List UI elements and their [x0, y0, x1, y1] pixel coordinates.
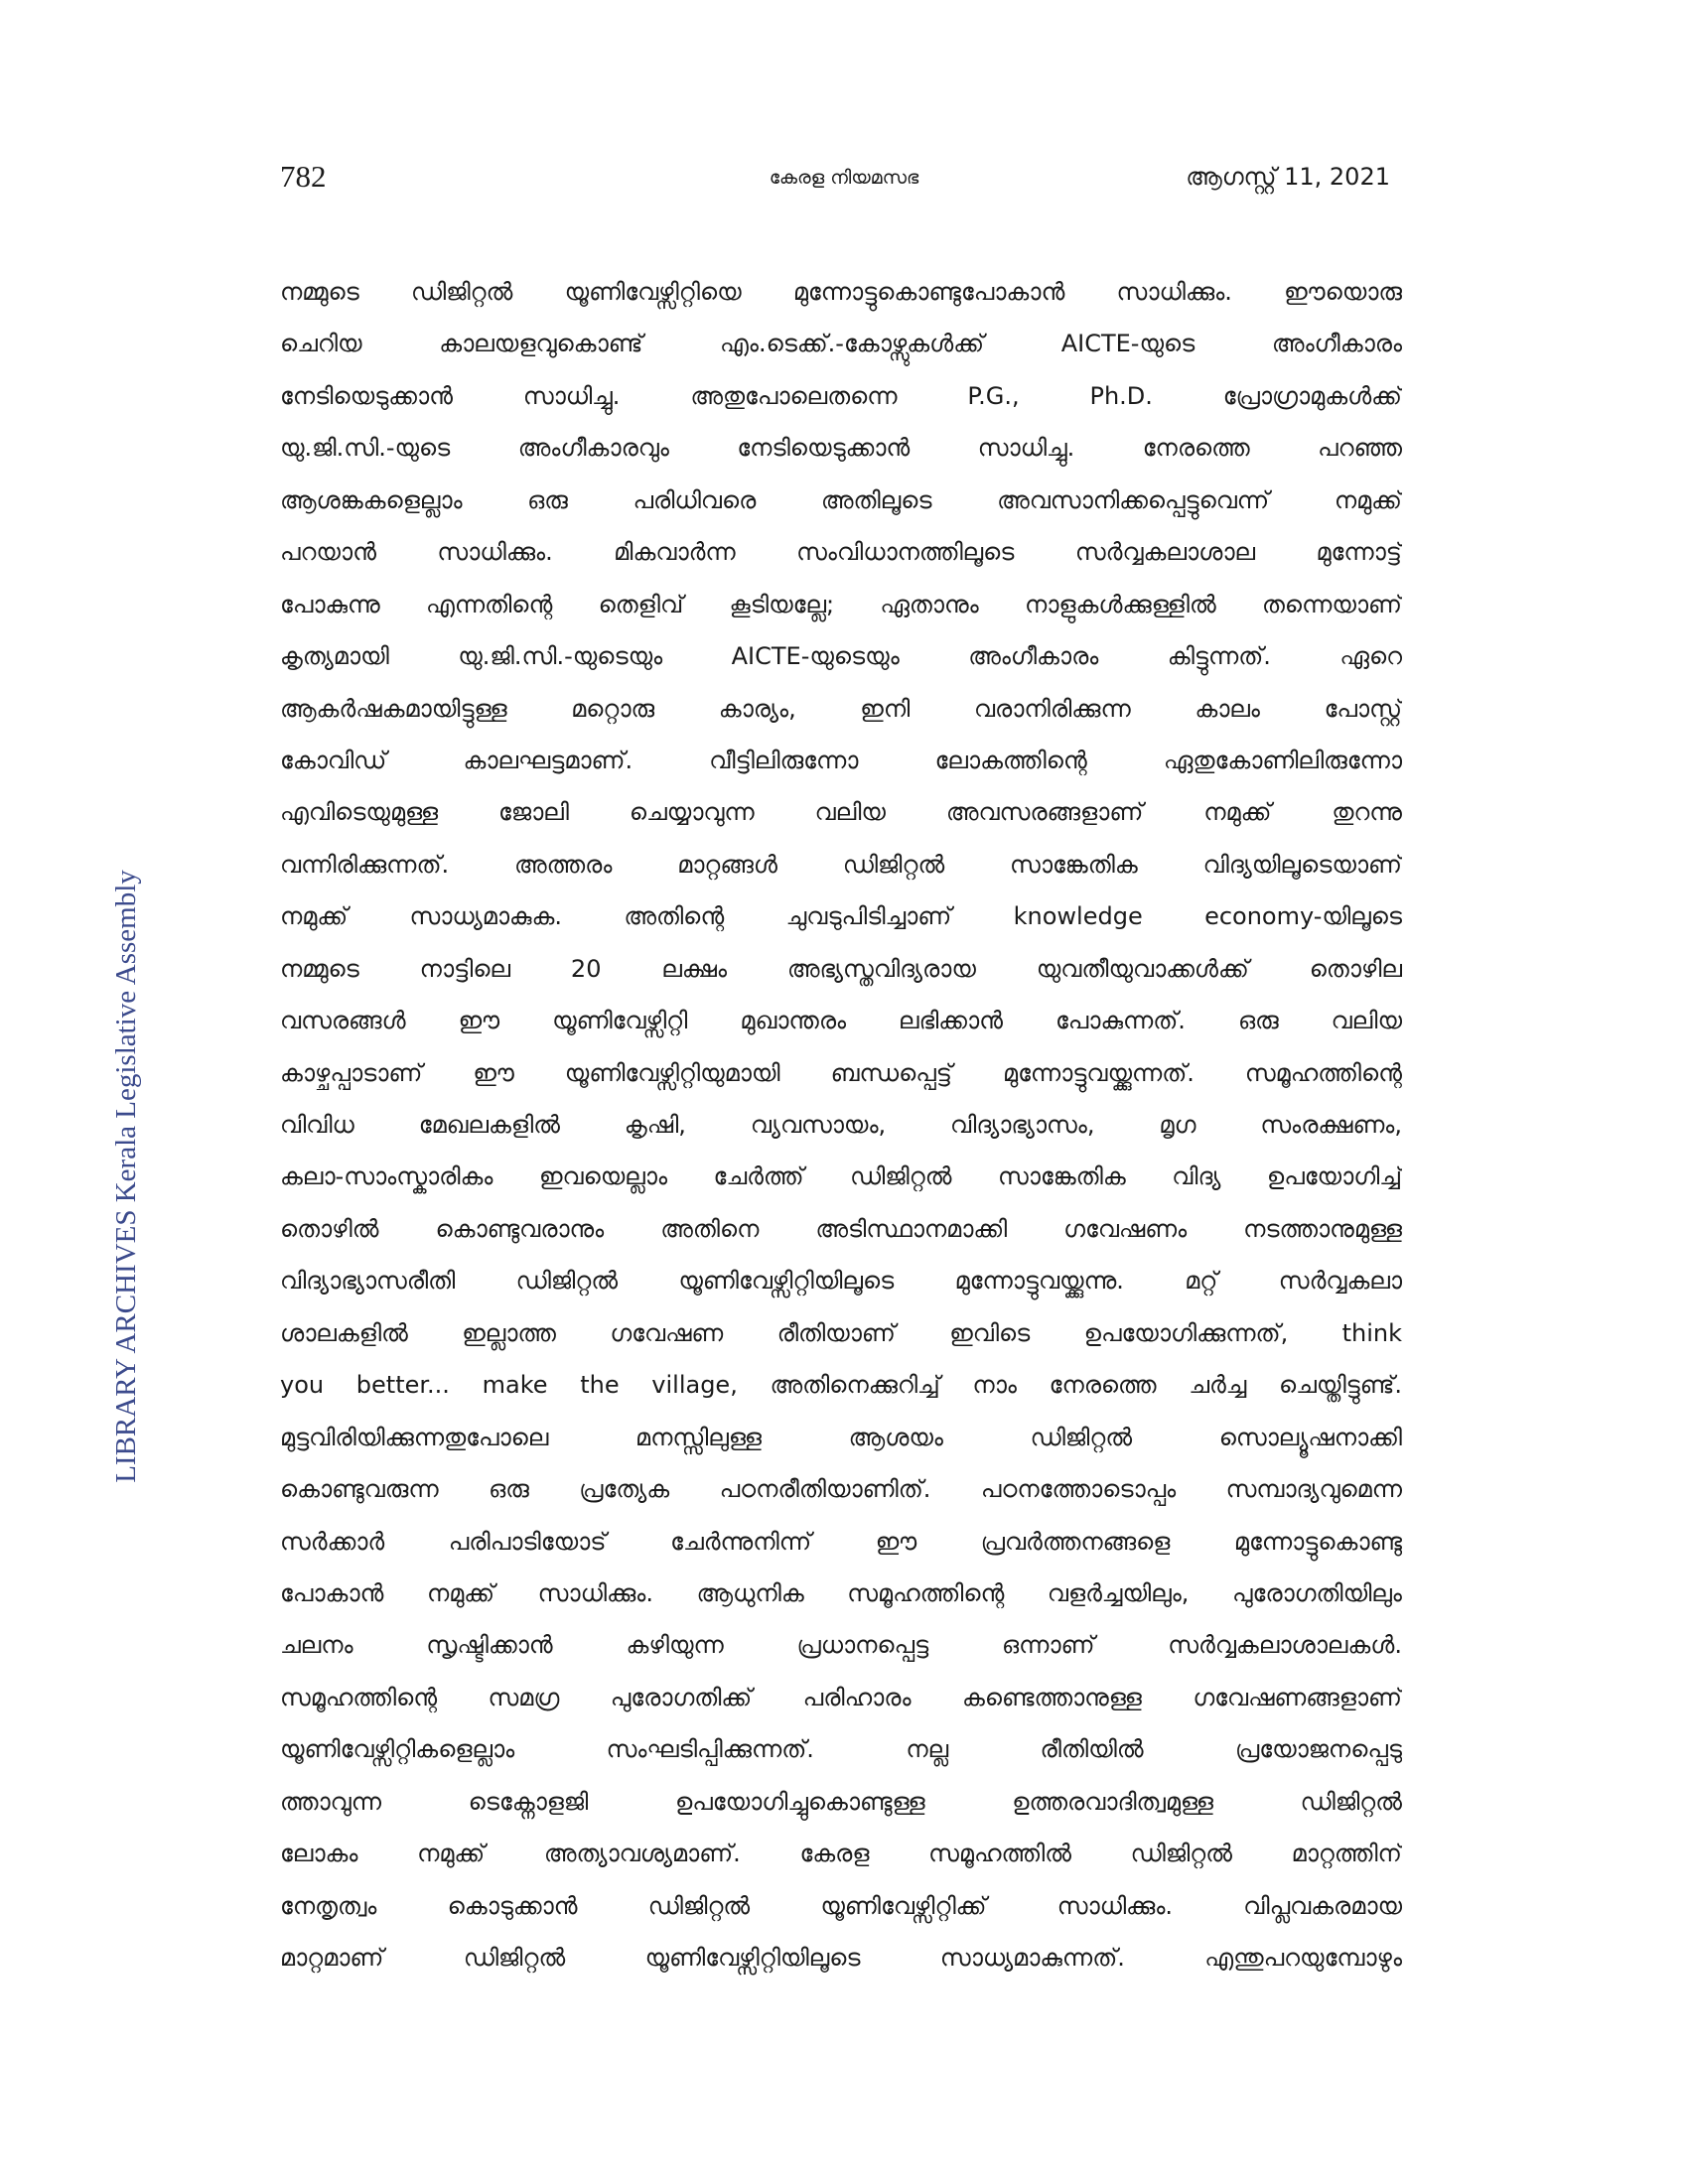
header-date: ആഗസ്റ്റ് 11, 2021 [1186, 163, 1390, 191]
text-line: സർക്കാർ പരിപാടിയോട് ചേർന്നുനിന്ന് ഈ പ്രവർത്തനങ്ങളെ മുന്നോട്ടുകൊണ്ടു [280, 1527, 1402, 1556]
text-line: വിദ്യാഭ്യാസരീതി ഡിജിറ്റൽ യൂണിവേഴ്സിറ്റിയിലൂടെ മുന്നോട്ടുവയ്ക്കുന്നു. മറ്റ് സർവ്വകലാ [280, 1267, 1402, 1296]
text-line: ശാലകളിൽ ഇല്ലാത്ത ഗവേഷണ രീതിയാണ് ഇവിടെ ഉപയോഗിക്കുന്നത്, think [280, 1318, 1402, 1347]
text-line: വിവിധ മേഖലകളിൽ കൃഷി, വ്യവസായം, വിദ്യാഭ്യാസം, മൃഗ സംരക്ഷണം, [280, 1111, 1402, 1139]
text-line: ത്താവുന്ന ടെക്നോളജി ഉപയോഗിച്ചുകൊണ്ടുള്ള ഉത്തരവാദിത്വമുള്ള ഡിജിറ്റൽ [280, 1787, 1402, 1816]
text-line: വസരങ്ങൾ ഈ യൂണിവേഴ്സിറ്റി മുഖാന്തരം ലഭിക്കാൻ പോകുന്നത്. ഒരു വലിയ [280, 1007, 1402, 1035]
text-line: നേടിയെടുക്കാൻ സാധിച്ചു. അതുപോലെതന്നെ P.G., Ph.D. പ്രോഗ്രാമുകൾക്ക് [280, 381, 1402, 410]
text-line: നമുക്ക് സാധ്യമാകുക. അതിന്റെ ചുവടുപിടിച്ചാണ് knowledge economy-യിലൂടെ [280, 902, 1402, 931]
text-line: യൂണിവേഴ്സിറ്റികളെല്ലാം സംഘടിപ്പിക്കുന്നത്. നല്ല രീതിയിൽ പ്രയോജനപ്പെടു [280, 1735, 1402, 1764]
text-line: വന്നിരിക്കുന്നത്. അത്തരം മാറ്റങ്ങൾ ഡിജിറ്റൽ സാങ്കേതിക വിദ്യയിലൂടെയാണ് [280, 850, 1402, 879]
text-line: നമ്മുടെ നാട്ടിലെ 20 ലക്ഷം അഭ്യസ്തവിദ്യരായ യുവതീയുവാക്കൾക്ക് തൊഴില [280, 954, 1402, 983]
text-line: കൃത്യമായി യു.ജി.സി.-യുടെയും AICTE-യുടെയും അംഗീകാരം കിട്ടുന്നത്. ഏറെ [280, 642, 1402, 671]
text-line: പോകുന്നു എന്നതിന്റെ തെളിവ് കൂടിയല്ലേ; ഏതാനും നാളുകൾക്കുള്ളിൽ തന്നെയാണ് [280, 590, 1402, 618]
text-line: എവിടെയുമുള്ള ജോലി ചെയ്യാവുന്ന വലിയ അവസരങ്ങളാണ് നമുക്ക് തുറന്നു [280, 798, 1402, 827]
text-line: you better... make the village, അതിനെക്കുറിച്ച് നാം നേരത്തെ ചർച്ച ചെയ്തിട്ടുണ്ട്. [280, 1371, 1402, 1400]
text-line: മാറ്റമാണ് ഡിജിറ്റൽ യൂണിവേഴ്സിറ്റിയിലൂടെ സാധ്യമാകുന്നത്. എന്തുപറയുമ്പോഴും [280, 1944, 1402, 1972]
text-line: കൊണ്ടുവരുന്ന ഒരു പ്രത്യേക പഠനരീതിയാണിത്. പഠനത്തോടൊപ്പം സമ്പാദ്യവുമെന്ന [280, 1475, 1402, 1504]
text-line: ആകർഷകമായിട്ടുള്ള മറ്റൊരു കാര്യം, ഇനി വരാനിരിക്കുന്ന കാലം പോസ്റ്റ് [280, 694, 1402, 723]
text-line: നമ്മുടെ ഡിജിറ്റൽ യൂണിവേഴ്സിറ്റിയെ മുന്നോട്ടുകൊണ്ടുപോകാൻ സാധിക്കും. ഈയൊരു [280, 278, 1402, 306]
text-line: മുട്ടവിരിയിക്കുന്നതുപോലെ മനസ്സിലുള്ള ആശയം ഡിജിറ്റൽ സൊല്യൂഷനാക്കി [280, 1423, 1402, 1451]
text-line: ചെറിയ കാലയളവുകൊണ്ട് എം.ടെക്ക്.-കോഴ്സുകൾക്ക് AICTE-യുടെ അംഗീകാരം [280, 330, 1402, 358]
page-title: കേരള നിയമസഭ [769, 167, 919, 189]
text-line: തൊഴിൽ കൊണ്ടുവരാനും അതിനെ അടിസ്ഥാനമാക്കി ഗവേഷണം നടത്താനുമുള്ള [280, 1214, 1402, 1243]
text-line: നേതൃത്വം കൊടുക്കാൻ ഡിജിറ്റൽ യൂണിവേഴ്സിറ്റിക്ക് സാധിക്കും. വിപ്ലവകരമായ [280, 1891, 1402, 1920]
text-line: കാഴ്ചപ്പാടാണ് ഈ യൂണിവേഴ്സിറ്റിയുമായി ബന്ധപ്പെട്ട് മുന്നോട്ടുവയ്ക്കുന്നത്. സമൂഹത്തിന്റെ [280, 1058, 1402, 1087]
archive-watermark: LIBRARY ARCHIVES Kerala Legislative Assembly [110, 870, 142, 1483]
text-line: യു.ജി.സി.-യുടെ അംഗീകാരവും നേടിയെടുക്കാൻ സാധിച്ചു. നേരത്തെ പറഞ്ഞ [280, 434, 1402, 463]
text-line: പോകാൻ നമുക്ക് സാധിക്കും. ആധുനിക സമൂഹത്തിന്റെ വളർച്ചയിലും, പുരോഗതിയിലും [280, 1578, 1402, 1607]
text-line: പറയാൻ സാധിക്കും. മികവാർന്ന സംവിധാനത്തിലൂടെ സർവ്വകലാശാല മുന്നോട്ട് [280, 538, 1402, 567]
text-line: ലോകം നമുക്ക് അത്യാവശ്യമാണ്. കേരള സമൂഹത്തിൽ ഡിജിറ്റൽ മാറ്റത്തിന് [280, 1840, 1402, 1868]
text-line: ചലനം സൃഷ്ടിക്കാൻ കഴിയുന്ന പ്രധാനപ്പെട്ട ഒന്നാണ് സർവ്വകലാശാലകൾ. [280, 1631, 1402, 1660]
page-number: 782 [280, 159, 327, 194]
text-line: കോവിഡ് കാലഘട്ടമാണ്. വീട്ടിലിരുന്നോ ലോകത്തിന്റെ ഏതുകോണിലിരുന്നോ [280, 746, 1402, 774]
text-line: സമൂഹത്തിന്റെ സമഗ്ര പുരോഗതിക്ക് പരിഹാരം കണ്ടെത്താനുള്ള ഗവേഷണങ്ങളാണ് [280, 1683, 1402, 1711]
body-text [280, 266, 1402, 1983]
text-line: ആശങ്കകളെല്ലാം ഒരു പരിധിവരെ അതിലൂടെ അവസാനിക്കപ്പെട്ടുവെന്ന് നമുക്ക് [280, 485, 1402, 514]
text-line: കലാ-സാംസ്കാരികം ഇവയെല്ലാം ചേർത്ത് ഡിജിറ്റൽ സാങ്കേതിക വിദ്യ ഉപയോഗിച്ച് [280, 1162, 1402, 1191]
